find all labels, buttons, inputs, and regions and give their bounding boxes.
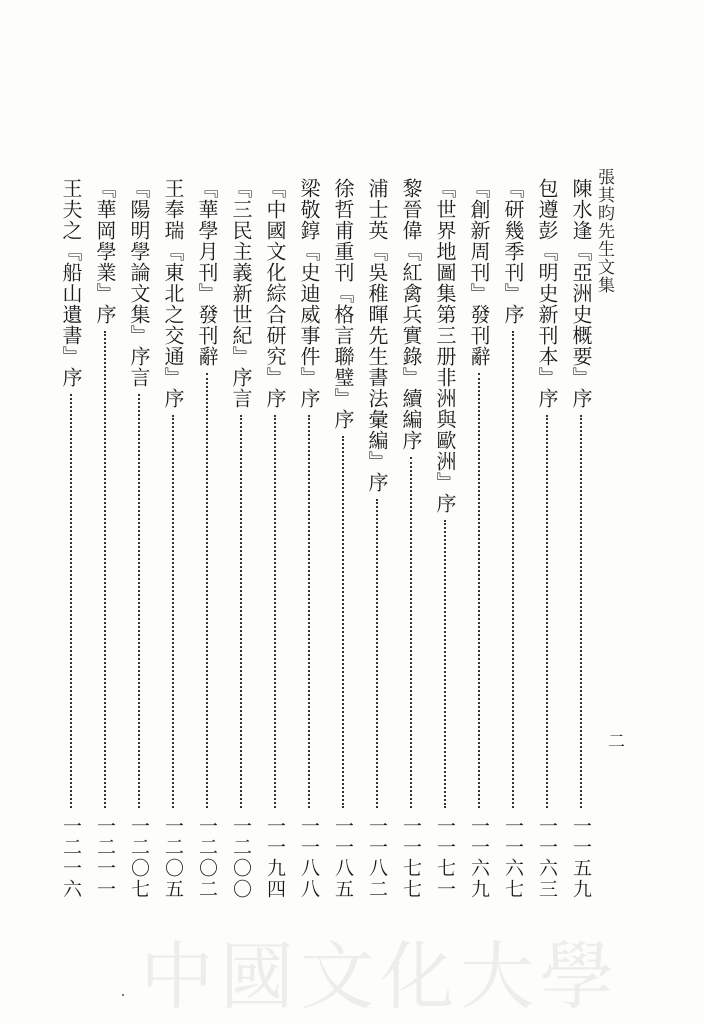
scan-speck xyxy=(122,994,124,996)
dot-leader xyxy=(274,415,276,808)
toc-entry xyxy=(328,178,358,923)
toc-entry-title: 『陽明學論文集』序言 xyxy=(127,178,151,388)
toc-entry-page: 一二〇〇 xyxy=(230,816,252,900)
dot-leader xyxy=(138,394,140,808)
toc-entry-page: 一一七七 xyxy=(400,816,422,900)
toc-entry-title: 陳水逢『亞洲史概要』序 xyxy=(569,178,593,409)
toc-entry xyxy=(124,178,154,923)
toc-entry-page: 一二一六 xyxy=(60,816,82,900)
toc-entry-page: 一一九四 xyxy=(264,816,286,900)
toc-entry-title: 『華岡學業』序 xyxy=(93,178,117,325)
toc-entry-page: 一一八二 xyxy=(366,816,388,900)
toc-entry-title: 包遵彭『明史新刊本』序 xyxy=(535,178,559,409)
dot-leader xyxy=(172,415,174,808)
toc-entry-page: 一二〇二 xyxy=(196,816,218,900)
toc-entry-title: 『創新周刊』發刊辭 xyxy=(467,178,491,367)
university-watermark: 中國文化大學 xyxy=(140,934,620,1020)
toc-entry xyxy=(158,178,188,923)
toc-entry xyxy=(294,178,324,923)
toc-entry-page: 一一六九 xyxy=(468,816,490,900)
toc-entry-title: 『華學月刊』發刊辭 xyxy=(195,178,219,367)
toc-entry-title: 『三民主義新世紀』序言 xyxy=(229,178,253,409)
dot-leader xyxy=(342,436,344,808)
dot-leader xyxy=(580,415,582,808)
toc-entry xyxy=(56,178,86,923)
dot-leader xyxy=(376,499,378,808)
toc-entry xyxy=(430,178,460,923)
dot-leader xyxy=(444,520,446,808)
toc-entry-title: 『研幾季刊』序 xyxy=(501,178,525,325)
toc-entry-title: 王夫之『船山遺書』序 xyxy=(59,178,83,388)
dot-leader xyxy=(410,457,412,808)
dot-leader xyxy=(104,331,106,808)
toc-entry xyxy=(566,178,596,923)
toc-entry-page: 一一五九 xyxy=(570,816,592,900)
dot-leader xyxy=(546,415,548,808)
toc-entry-page: 一二一一 xyxy=(94,816,116,900)
toc-entry-title: 徐哲甫重刊『格言聯璧』序 xyxy=(331,178,355,430)
toc-entry-page: 一二〇七 xyxy=(128,816,150,900)
toc-entry-title: 黎晉偉『紅禽兵實錄』續編序 xyxy=(399,178,423,451)
toc-entry-page: 一一六七 xyxy=(502,816,524,900)
toc-entry-title: 『中國文化綜合研究』序 xyxy=(263,178,287,409)
toc-entry-page: 一一七一 xyxy=(434,816,456,900)
dot-leader xyxy=(512,331,514,808)
toc-entry xyxy=(90,178,120,923)
toc-entry xyxy=(464,178,494,923)
running-title: 張其昀先生文集 xyxy=(594,168,614,294)
toc-entry xyxy=(260,178,290,923)
toc-entry xyxy=(498,178,528,923)
page-number: 二 xyxy=(604,732,624,749)
toc-entry-page: 一二〇五 xyxy=(162,816,184,900)
toc-entry xyxy=(192,178,222,923)
toc-entry xyxy=(532,178,562,923)
toc-entry-title: 梁敬錞『史迪威事件』序 xyxy=(297,178,321,409)
dot-leader xyxy=(478,373,480,808)
toc-entry-page: 一一六三 xyxy=(536,816,558,900)
toc-entry xyxy=(226,178,256,923)
toc-entry-title: 『世界地圖集第三册非洲與歐洲』序 xyxy=(433,178,457,514)
toc-entry-page: 一一八八 xyxy=(298,816,320,900)
toc-entry-title: 浦士英『吳稚暉先生書法彙編』序 xyxy=(365,178,389,493)
toc-entry-page: 一一八五 xyxy=(332,816,354,900)
dot-leader xyxy=(308,415,310,808)
dot-leader xyxy=(70,394,72,808)
dot-leader xyxy=(206,373,208,808)
toc-entry xyxy=(396,178,426,923)
toc-entry-title: 王奉瑞『東北之交通』序 xyxy=(161,178,185,409)
toc-entry xyxy=(362,178,392,923)
dot-leader xyxy=(240,415,242,808)
